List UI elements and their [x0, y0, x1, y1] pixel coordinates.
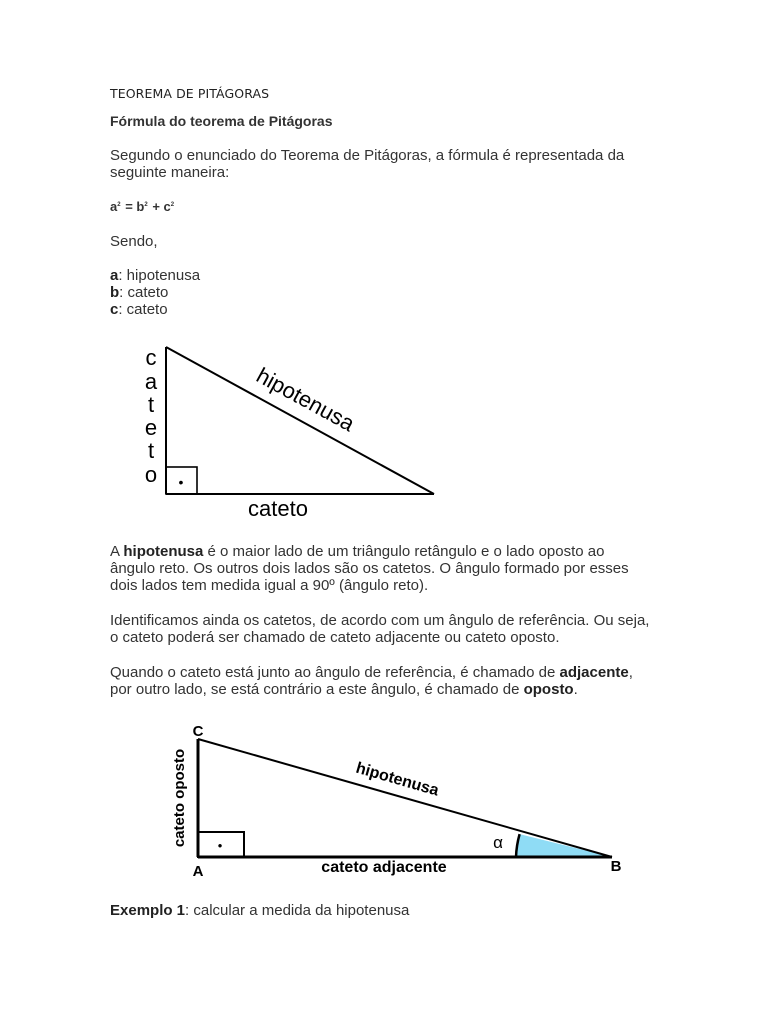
opposite-leg-label: cateto oposto	[171, 748, 188, 848]
hypotenuse-line	[166, 347, 434, 494]
triangle-figure-2	[160, 720, 640, 880]
sendo-text: Sendo,	[110, 233, 158, 250]
intro-paragraph: Segundo o enunciado do Teorema de Pitágoras, a fórmula é representada da seguinte maneira:	[110, 147, 625, 181]
document-title: TEOREMA DE PITÁGORAS	[110, 86, 270, 101]
vertical-letter: t	[147, 438, 155, 463]
vertical-letter: o	[144, 462, 158, 487]
section-subtitle: Fórmula do teorema de Pitágoras	[110, 113, 333, 129]
hypotenuse-paragraph: A hipotenusa é o maior lado de um triângulo retângulo e o lado oposto ao ângulo reto. Os outros dois lados são os catetos. O ângulo formado por esses dois lados tem medida igual a 90º (ângulo reto).	[110, 543, 629, 594]
right-angle-dot: •	[217, 838, 223, 853]
hypotenuse-label: hipotenusa	[353, 759, 441, 800]
hypotenuse-line	[198, 739, 612, 857]
vertical-letter: c	[145, 345, 157, 370]
adjacent-opposite-paragraph: Quando o cateto está junto ao ângulo de referência, é chamado de adjacente, por outro lado, se está contrário a este ângulo, é chamado de oposto.	[110, 664, 633, 698]
definitions-list	[110, 267, 650, 318]
example-heading: Exemplo 1: calcular a medida da hipotenusa	[110, 902, 410, 919]
definition-a: a: hipotenusa	[110, 267, 201, 284]
vertex-b-label: B	[610, 858, 622, 875]
triangle-figure-1	[138, 340, 448, 525]
catetos-paragraph: Identificamos ainda os catetos, de acordo com um ângulo de referência. Ou seja, o cateto poderá ser chamado de cateto adjacente ou cateto oposto.	[110, 612, 650, 646]
vertical-letter: e	[144, 415, 158, 440]
hypotenuse-label: hipotenusa	[252, 362, 359, 437]
vertex-c-label: C	[192, 723, 204, 740]
pythagoras-formula: $a^2 = b^2 + c^2$	[110, 199, 175, 214]
definition-b: b: cateto	[110, 284, 169, 301]
right-angle-dot: •	[178, 474, 184, 490]
adjacent-leg-label: cateto adjacente	[321, 859, 447, 876]
angle-alpha-label: α	[493, 833, 503, 852]
vertical-letter: a	[144, 369, 158, 394]
vertical-letter: t	[147, 392, 155, 417]
bottom-cateto-label: cateto	[248, 496, 308, 521]
definition-c: c: cateto	[110, 301, 168, 318]
vertex-a-label: A	[192, 863, 204, 880]
